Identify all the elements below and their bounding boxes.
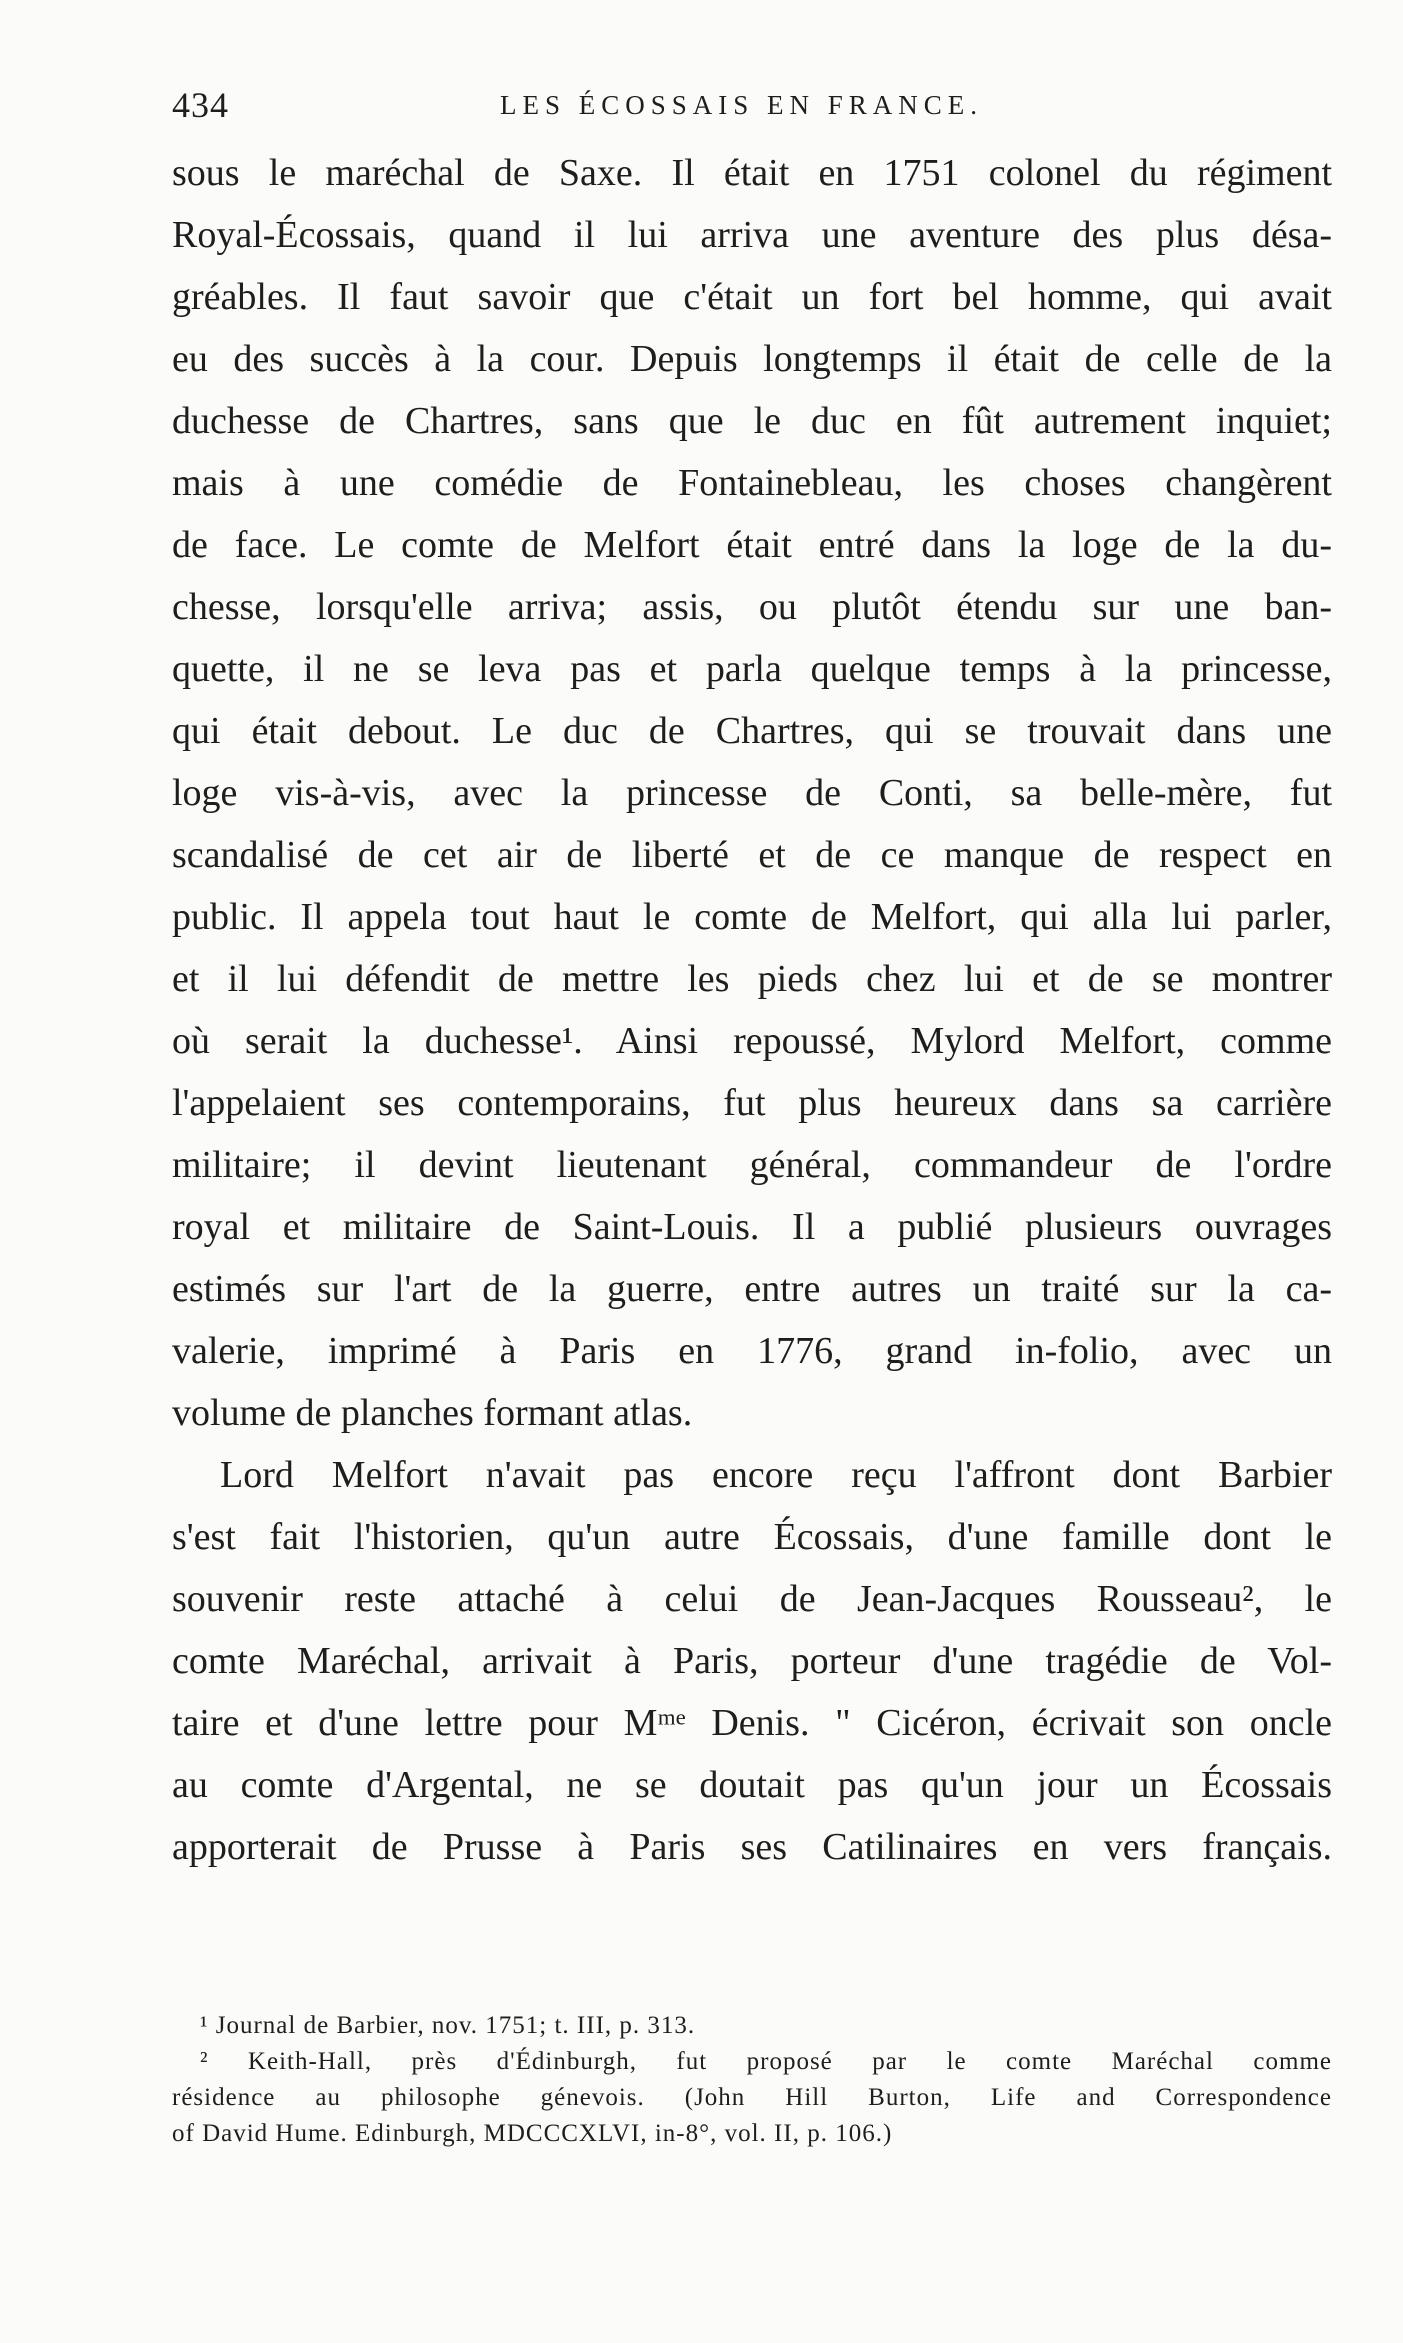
text-line: volume de planches formant atlas.: [172, 1392, 693, 1434]
text-line: Royal-Écossais, quand il lui arriva une aventure des plus désa-: [172, 214, 1332, 256]
footnote-1: ¹ Journal de Barbier, nov. 1751; t. III, p. 313.: [200, 2012, 696, 2039]
text-line: de face. Le comte de Melfort était entré dans la loge de la du-: [172, 524, 1332, 566]
text-line: estimés sur l'art de la guerre, entre autres un traité sur la ca-: [172, 1268, 1332, 1310]
text-line: et il lui défendit de mettre les pieds chez lui et de se montrer: [172, 958, 1332, 1000]
text-line: duchesse de Chartres, sans que le duc en fût autrement inquiet;: [172, 400, 1332, 442]
footnote-2-end: of David Hume. Edinburgh, MDCCCXLVI, in-8°, vol. II, p. 106.): [172, 2120, 893, 2147]
text-line: eu des succès à la cour. Depuis longtemps il était de celle de la: [172, 338, 1332, 380]
text-line: souvenir reste attaché à celui de Jean-Jacques Rousseau², le: [172, 1578, 1332, 1620]
text-line: valerie, imprimé à Paris en 1776, grand in-folio, avec un: [172, 1330, 1332, 1372]
text-line: qui était debout. Le duc de Chartres, qui se trouvait dans une: [172, 710, 1332, 752]
text-line: chesse, lorsqu'elle arriva; assis, ou plutôt étendu sur une ban-: [172, 586, 1332, 628]
footnotes: [172, 2008, 1332, 2152]
text-line: public. Il appela tout haut le comte de Melfort, qui alla lui parler,: [172, 896, 1332, 938]
body-text: [172, 142, 1332, 1878]
text-line: loge vis-à-vis, avec la princesse de Conti, sa belle-mère, fut: [172, 772, 1332, 814]
text-line: comte Maréchal, arrivait à Paris, porteur d'une tragédie de Vol-: [172, 1640, 1332, 1682]
text-line: Lord Melfort n'avait pas encore reçu l'affront dont Barbier: [220, 1454, 1332, 1496]
running-title: LES ÉCOSSAIS EN FRANCE.: [500, 90, 984, 120]
text-line: scandalisé de cet air de liberté et de ce manque de respect en: [172, 834, 1332, 876]
text-line: s'est fait l'historien, qu'un autre Écossais, d'une famille dont le: [172, 1516, 1332, 1558]
page-header: [172, 84, 1332, 144]
text-line: au comte d'Argental, ne se doutait pas qu'un jour un Écossais: [172, 1764, 1332, 1806]
text-line: gréables. Il faut savoir que c'était un fort bel homme, qui avait: [172, 276, 1332, 318]
text-line: taire et d'une lettre pour Mᵐᵉ Denis. " Cicéron, écrivait son oncle: [172, 1702, 1332, 1744]
text-line: où serait la duchesse¹. Ainsi repoussé, Mylord Melfort, comme: [172, 1020, 1332, 1062]
text-line: l'appelaient ses contemporains, fut plus heureux dans sa carrière: [172, 1082, 1332, 1124]
page-number: 434: [172, 85, 229, 125]
text-line: apporterait de Prusse à Paris ses Catilinaires en vers français.: [172, 1826, 1332, 1868]
text-line: sous le maréchal de Saxe. Il était en 1751 colonel du régiment: [172, 152, 1332, 194]
footnote-2: ² Keith-Hall, près d'Édinburgh, fut proposé par le comte Maréchal comme: [200, 2048, 1332, 2075]
footnote-2-continued: résidence au philosophe génevois. (John Hill Burton, Life and Correspondence: [172, 2084, 1332, 2111]
text-line: royal et militaire de Saint-Louis. Il a publié plusieurs ouvrages: [172, 1206, 1332, 1248]
text-line: militaire; il devint lieutenant général, commandeur de l'ordre: [172, 1144, 1332, 1186]
text-line: mais à une comédie de Fontainebleau, les choses changèrent: [172, 462, 1332, 504]
text-line: quette, il ne se leva pas et parla quelque temps à la princesse,: [172, 648, 1332, 690]
